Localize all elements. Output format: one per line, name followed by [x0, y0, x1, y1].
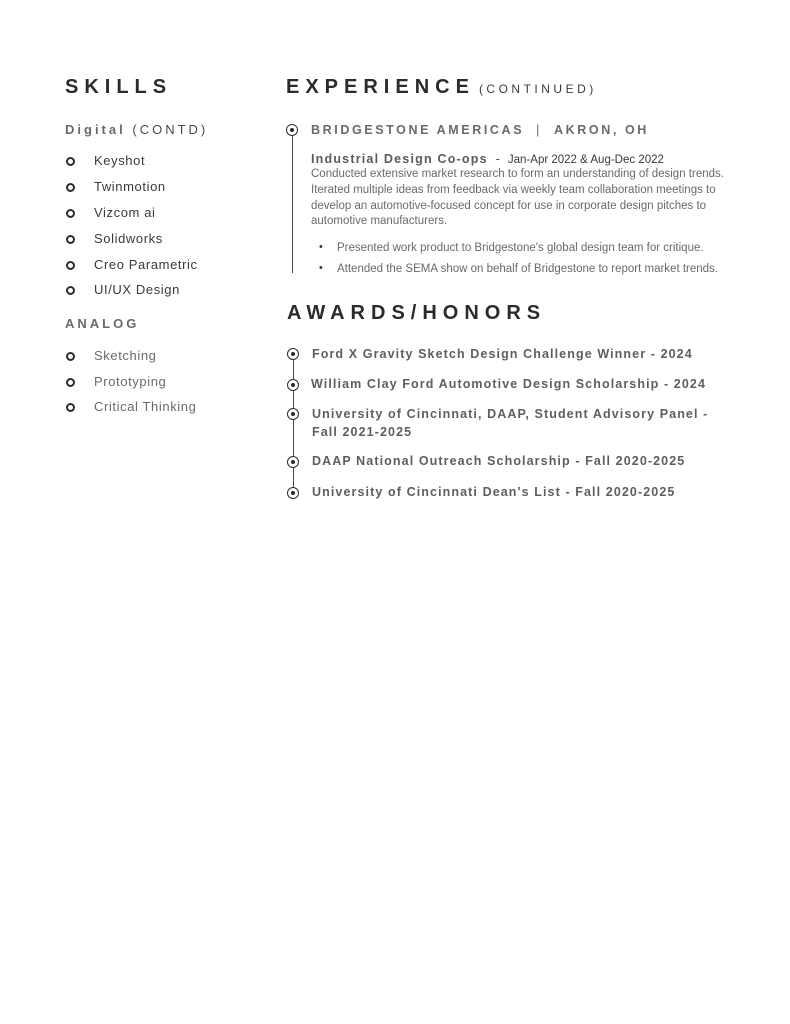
bullet-circle-icon	[66, 352, 75, 361]
award-item: DAAP National Outreach Scholarship - Fall 2020-2025	[312, 454, 686, 468]
timeline-node-icon	[287, 348, 299, 360]
awards-timeline	[293, 355, 294, 493]
job-description: Conducted extensive market research to form an understanding of design trends. Iterated multiple ideas from feedback via weekly team collaboration meetings to develop an automotive-focused concept for use in corporate design pitches to automotive manufacturers.	[311, 168, 724, 228]
experience-heading: EXPERIENCE (CONTINUED)	[286, 76, 597, 98]
timeline-node-icon	[287, 487, 299, 499]
job-bullets	[319, 242, 718, 284]
analog-subheading: ANALOG	[65, 316, 140, 331]
timeline-node-icon	[287, 379, 299, 391]
digital-subheading: Digital (CONTD)	[65, 122, 209, 137]
award-item: University of Cincinnati Dean's List - Fall 2020-2025	[312, 485, 676, 499]
skills-heading: SKILLS	[65, 76, 173, 98]
bullet-circle-icon	[66, 286, 75, 295]
timeline-node-icon	[286, 124, 298, 136]
company-line: BRIDGESTONE AMERICAS | AKRON, OH	[311, 123, 649, 137]
experience-timeline	[292, 130, 293, 273]
award-item: William Clay Ford Automotive Design Scholarship - 2024	[311, 377, 707, 391]
bullet-circle-icon	[66, 378, 75, 387]
list-item: • Attended the SEMA show on behalf of Bridgestone to report market trends.	[319, 263, 718, 284]
award-item: Ford X Gravity Sketch Design Challenge Winner - 2024	[312, 347, 693, 361]
timeline-node-icon	[287, 408, 299, 420]
bullet-circle-icon	[66, 235, 75, 244]
bullet-circle-icon	[66, 403, 75, 412]
bullet-circle-icon	[66, 157, 75, 166]
awards-heading: AWARDS/HONORS	[287, 302, 547, 324]
bullet-circle-icon	[66, 183, 75, 192]
role-line: Industrial Design Co-ops - Jan-Apr 2022 & Aug-Dec 2022	[311, 152, 664, 166]
list-item: • Presented work product to Bridgestone's global design team for critique.	[319, 242, 718, 263]
bullet-circle-icon	[66, 261, 75, 270]
award-item: University of Cincinnati, DAAP, Student Advisory Panel - Fall 2021-2025	[312, 407, 709, 439]
bullet-circle-icon	[66, 209, 75, 218]
timeline-node-icon	[287, 456, 299, 468]
